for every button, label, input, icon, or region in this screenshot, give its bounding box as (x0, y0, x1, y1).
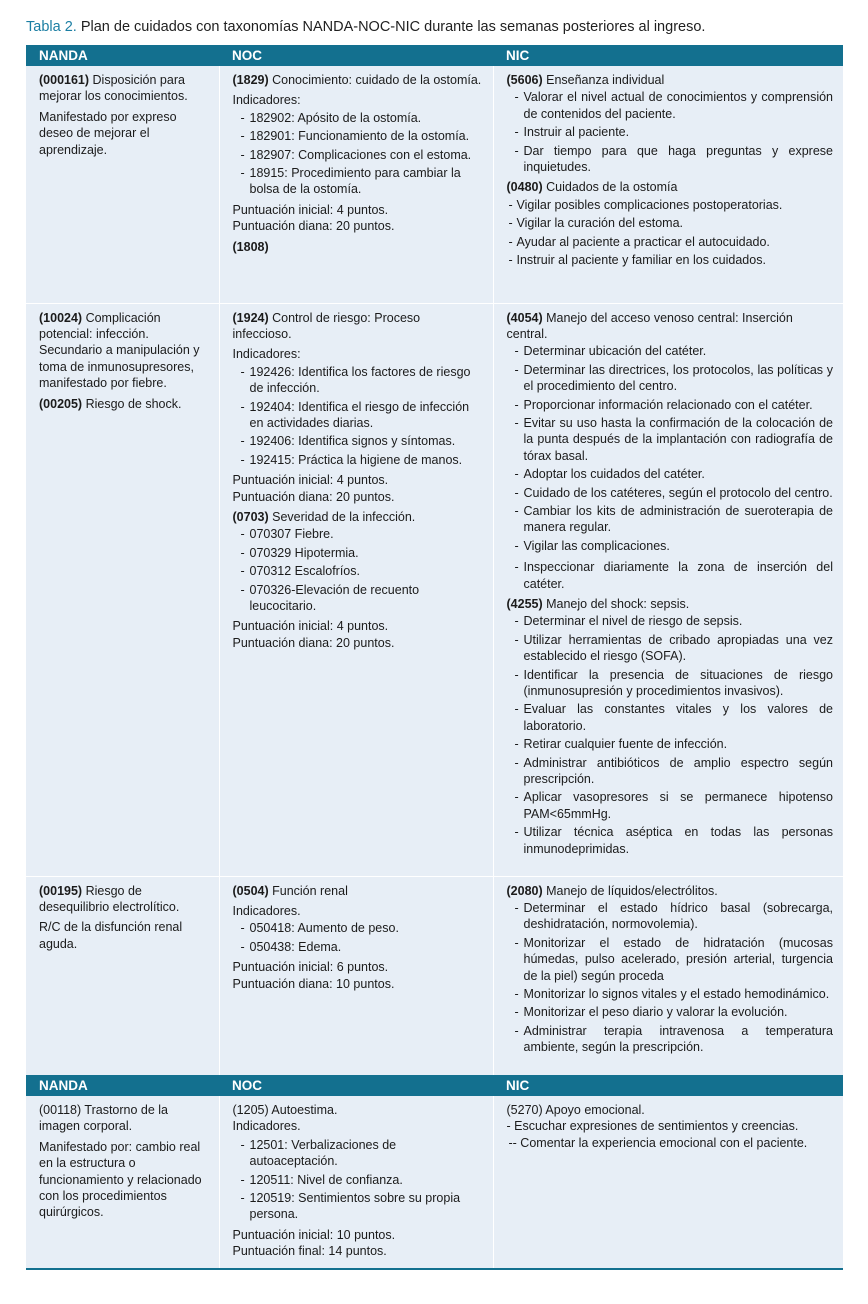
nic-intervention: (5606) Enseñanza individual (506, 73, 665, 87)
noc-score-initial: Puntuación inicial: 6 puntos. (232, 960, 389, 975)
list-item: - 070307 Fiebre. (233, 526, 483, 542)
list-item: - Aplicar vasopresores si se permanece hipotenso PAM<65mmHg. (507, 789, 834, 822)
noc-cell (219, 66, 493, 303)
nanda-cell (26, 303, 219, 876)
table-header-row (26, 1075, 843, 1096)
list-item: - 192426: Identifica los factores de riesgo de infección. (233, 364, 483, 397)
list-item: - Cambiar los kits de administración de sueroterapia de manera regular. (507, 503, 834, 536)
nic-cell (493, 876, 843, 1081)
table-row (26, 66, 843, 303)
noc-score-target-2: Puntuación diana: 20 puntos. (232, 635, 395, 650)
noc-score-target: Puntuación diana: 20 puntos. (232, 219, 395, 234)
list-item: - 050418: Aumento de peso. (233, 920, 483, 936)
list-item: - 070326-Elevación de recuento leucocitario. (233, 582, 483, 615)
nanda-diagnosis: (000161) Disposición para mejorar los conocimientos. (39, 73, 188, 104)
nanda-diagnosis: (00118) Trastorno de la imagen corporal. (39, 1103, 169, 1134)
noc-indicators-label: Indicadores: (232, 93, 301, 108)
nic-activity-list (507, 900, 834, 1056)
list-item: - 192404: Identifica el riesgo de infección en actividades diarias. (233, 399, 483, 432)
nanda-cell (26, 66, 219, 303)
caption-text: Plan de cuidados con taxonomías NANDA-NOC-NIC durante las semanas posteriores al ingreso. (80, 19, 706, 35)
noc-score-initial: Puntuación inicial: 4 puntos. (232, 202, 389, 217)
list-item: - 120519: Sentimientos sobre su propia persona. (233, 1190, 483, 1223)
noc-score-final: Puntuación final: 14 puntos. (232, 1244, 387, 1259)
table-caption (26, 19, 705, 35)
table-row (26, 876, 843, 1081)
list-item: - 192406: Identifica signos y síntomas. (233, 433, 483, 449)
nic-cell (493, 1096, 843, 1268)
nanda-diagnosis-2: (00205) Riesgo de shock. (39, 396, 182, 411)
bottom-rule (26, 1268, 843, 1270)
table-row (26, 303, 843, 876)
list-item: - Administrar terapia intravenosa a temperatura ambiente, según la prescripción. (507, 1023, 834, 1056)
nic-cell (493, 66, 843, 303)
nanda-cell (26, 1096, 219, 1268)
nic-activity-list-2 (507, 197, 834, 269)
nanda-related: R/C de la disfunción renal aguda. (39, 920, 183, 951)
list-item: - Determinar el estado hídrico basal (sobrecarga, deshidratación, normovolemia). (507, 900, 834, 933)
list-item: - Vigilar las complicaciones. (507, 538, 834, 554)
nic-intervention: (2080) Manejo de líquidos/electrólitos. (506, 883, 718, 898)
noc-indicators-label: Indicadores. (232, 1119, 301, 1134)
caption-label: Tabla 2. (26, 19, 77, 35)
nic-intervention: (5270) Apoyo emocional. (506, 1103, 645, 1117)
list-item: - 182902: Apósito de la ostomía. (233, 110, 483, 126)
nic-intervention-2: (0480) Cuidados de la ostomía (506, 180, 678, 195)
noc-cell (219, 1096, 493, 1268)
nanda-diagnosis: (10024) Complicación potencial: infección. Secundario a manipulación y toma de inmunosupresores, manifestado por fiebre. (39, 310, 200, 391)
list-item: - Utilizar herramientas de cribado apropiadas una vez establecido el riesgo (SOFA). (507, 632, 834, 665)
list-item: - Utilizar técnica aséptica en todas las personas inmunodeprimidas. (507, 824, 834, 857)
list-item: - Adoptar los cuidados del catéter. (507, 466, 834, 482)
noc-score-initial-2: Puntuación inicial: 4 puntos. (232, 619, 389, 634)
noc-outcome: (1829) Conocimiento: cuidado de la ostomía. (232, 73, 482, 87)
noc-score-initial: Puntuación inicial: 10 puntos. (232, 1227, 396, 1242)
nic-activity-list-2 (507, 613, 834, 857)
noc-score-initial: Puntuación inicial: 4 puntos. (232, 473, 389, 488)
list-item: - 12501: Verbalizaciones de autoaceptación. (233, 1137, 483, 1170)
noc-outcome: (1924) Control de riesgo: Proceso infeccioso. (232, 310, 421, 341)
nanda-manifestation: Manifestado por: cambio real en la estructura o funcionamiento y relacionado con los procedimientos quirúrgicos. (39, 1139, 202, 1220)
list-item: - 120511: Nivel de confianza. (233, 1172, 483, 1188)
noc-indicators-label: Indicadores: (232, 347, 301, 362)
table-row (26, 1096, 843, 1268)
list-item: - Retirar cualquier fuente de infección. (507, 736, 834, 752)
list-item: - Determinar ubicación del catéter. (507, 343, 834, 359)
list-item: - 070329 Hipotermia. (233, 545, 483, 561)
noc-indicators-label: Indicadores. (232, 903, 301, 918)
list-item: - Identificar la presencia de situaciones de riesgo (inmunosupresión y procedimientos invasivos). (507, 667, 834, 700)
list-item: - 182907: Complicaciones con el estoma. (233, 147, 483, 163)
list-item: - 192415: Práctica la higiene de manos. (233, 452, 483, 468)
list-item: - Cuidado de los catéteres, según el protocolo del centro. (507, 485, 834, 501)
list-item: - Monitorizar el peso diario y valorar la evolución. (507, 1004, 834, 1020)
list-item: - 050438: Edema. (233, 939, 483, 955)
noc-outcome-2: (1808) (232, 239, 269, 254)
list-item: - Dar tiempo para que haga preguntas y exprese inquietudes. (507, 143, 834, 176)
list-item: - 18915: Procedimiento para cambiar la bolsa de la ostomía. (233, 165, 483, 198)
list-item: - Vigilar posibles complicaciones postoperatorias. (507, 197, 834, 213)
list-item: - Inspeccionar diariamente la zona de inserción del catéter. (507, 559, 834, 592)
nanda-cell (26, 876, 219, 1081)
list-item: - Instruir al paciente. (507, 124, 834, 140)
care-plan-table-2 (26, 1075, 843, 1268)
nic-intervention: (4054) Manejo del acceso venoso central: Inserción central. (506, 310, 793, 341)
list-item: - Administrar antibióticos de amplio espectro según prescripción. (507, 755, 834, 788)
header-noc: NOC (219, 1075, 493, 1096)
nic-intervention-2: (4255) Manejo del shock: sepsis. (506, 597, 690, 611)
list-item: - Determinar el nivel de riesgo de sepsis. (507, 613, 834, 629)
noc-score-target: Puntuación diana: 10 puntos. (232, 976, 395, 991)
noc-indicator-list (233, 364, 483, 468)
list-item: - Monitorizar lo signos vitales y el estado hemodinámico. (507, 986, 834, 1002)
list-item: - Vigilar la curación del estoma. (507, 215, 834, 231)
header-nanda: NANDA (26, 1075, 219, 1096)
care-plan-table (26, 45, 843, 1081)
nic-activity: - Escuchar expresiones de sentimientos y creencias. (506, 1119, 799, 1134)
nanda-diagnosis: (00195) Riesgo de desequilibrio electrolítico. (39, 883, 180, 914)
list-item: - Monitorizar el estado de hidratación (mucosas húmedas, pulso acelerado, presión arterial, turgencia de la piel) según proceda (507, 935, 834, 984)
noc-cell (219, 876, 493, 1081)
nic-activity-list (507, 89, 834, 175)
noc-indicator-list (233, 920, 483, 955)
noc-outcome-2: (0703) Severidad de la infección. (232, 509, 416, 524)
header-nanda: NANDA (26, 45, 219, 66)
noc-indicator-list-2 (233, 526, 483, 614)
header-nic: NIC (493, 1075, 843, 1096)
header-nic: NIC (493, 45, 843, 66)
list-item: - Ayudar al paciente a practicar el autocuidado. (507, 234, 834, 250)
noc-indicator-list (233, 110, 483, 198)
nanda-manifestation: Manifestado por expreso deseo de mejorar el aprendizaje. (39, 109, 177, 157)
list-item: - Determinar las directrices, los protocolos, las políticas y el procedimiento del centro. (507, 362, 834, 395)
nic-cell (493, 303, 843, 876)
nic-activity: -- Comentar la experiencia emocional con el paciente. (508, 1135, 808, 1150)
list-item: - 182901: Funcionamiento de la ostomía. (233, 128, 483, 144)
header-noc: NOC (219, 45, 493, 66)
list-item: - Valorar el nivel actual de conocimientos y comprensión de contenidos del paciente. (507, 89, 834, 122)
list-item: - Instruir al paciente y familiar en los cuidados. (507, 252, 834, 268)
list-item: - 070312 Escalofríos. (233, 563, 483, 579)
list-item: - Evitar su uso hasta la confirmación de la colocación de la punta después de la implantación con radiografía de tórax basal. (507, 415, 834, 464)
noc-indicator-list (233, 1137, 483, 1223)
nic-activity-list (507, 343, 834, 592)
noc-outcome: (1205) Autoestima. (232, 1103, 338, 1117)
noc-cell (219, 303, 493, 876)
table-header-row (26, 45, 843, 66)
list-item: - Evaluar las constantes vitales y los valores de laboratorio. (507, 701, 834, 734)
list-item: - Proporcionar información relacionado con el catéter. (507, 397, 834, 413)
noc-outcome: (0504) Función renal (232, 883, 348, 898)
noc-score-target: Puntuación diana: 20 puntos. (232, 489, 395, 504)
